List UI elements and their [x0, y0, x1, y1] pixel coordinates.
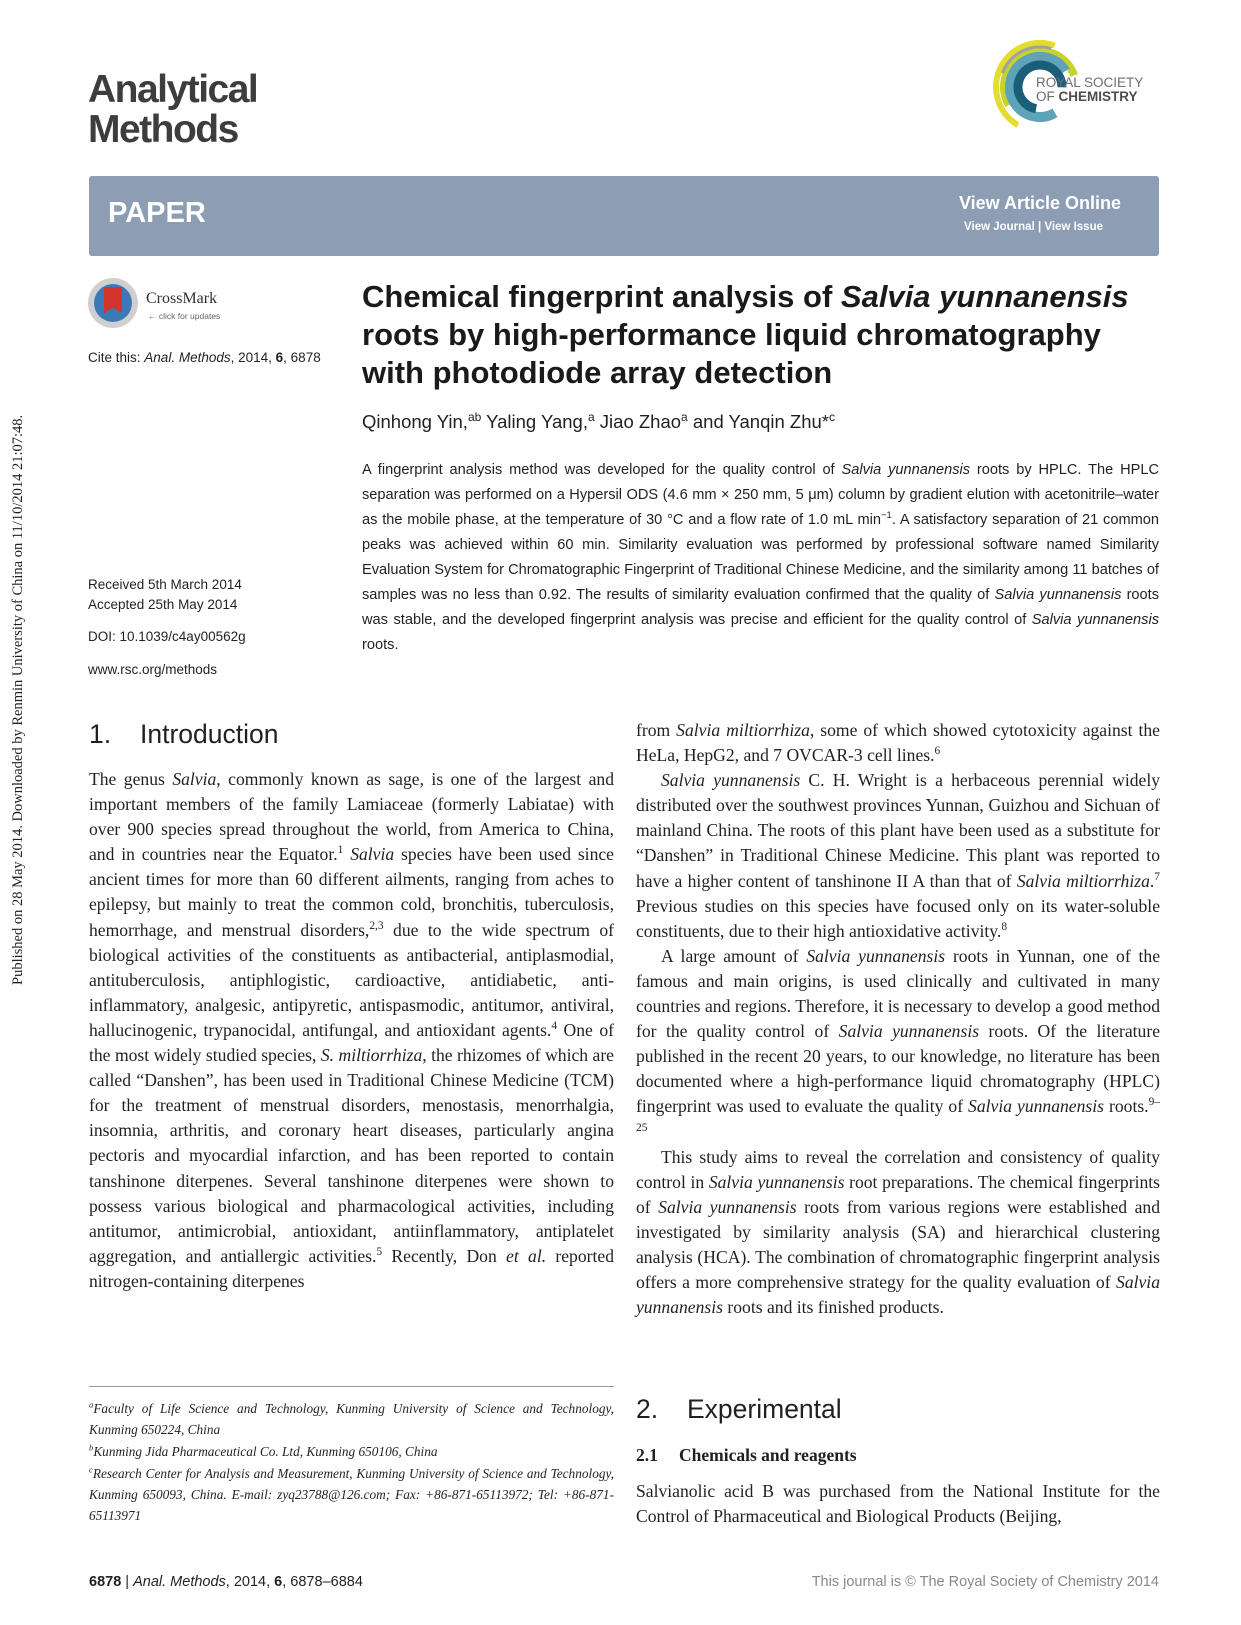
- text: Previous studies on this species have focused only on its water-soluble constituents, due to their high antioxidative activity.: [636, 895, 1160, 941]
- banner-link-separator: |: [1037, 221, 1042, 233]
- text: from: [636, 720, 677, 740]
- text: Recently, Don: [382, 1245, 507, 1266]
- rsc-logo-line1: ROYAL SOCIETY: [1036, 75, 1144, 90]
- paragraph: [636, 1145, 1160, 1321]
- view-article-online-link[interactable]: View Article Online: [958, 193, 1121, 213]
- italic-text: Salvia miltiorrhiza: [1016, 870, 1150, 891]
- article-title: [362, 278, 1162, 392]
- view-issue-link[interactable]: View Issue: [1044, 221, 1103, 233]
- crossmark-badge[interactable]: [88, 278, 248, 334]
- text: roots from various regions were established and investigated by similarity analysis (SA) and hierarchical clustering analysis (HCA). The combination of chromatographic fingerprint analysis offers a more comprehensive strategy for the quality evaluation of: [636, 1196, 1160, 1293]
- abstract-text: roots.: [362, 637, 399, 653]
- title-line1-text: Chemical fingerprint analysis of: [362, 279, 841, 314]
- abstract-text: . A satisfactory separation of 21 common peaks was achieved within 60 min. Similarity evaluation was performed by professional software named Similarity Evaluation System for Chromatographic Fingerprint of Traditional Chinese Medicine, and the similarity among 11 batches of samples was no less than 0.92. The results of similarity evaluation confirmed that the quality of: [362, 512, 1159, 603]
- cite-year: , 2014,: [230, 350, 276, 365]
- received-date: Received 5th March 2014: [88, 577, 242, 592]
- italic-text: Salvia miltiorrhiza: [676, 720, 810, 740]
- paragraph: [636, 768, 1160, 944]
- affiliation-a: [89, 1398, 614, 1440]
- cite-volume: 6: [275, 350, 284, 365]
- crossmark-name: CrossMark: [146, 290, 218, 307]
- citation-ref[interactable]: 5: [376, 1245, 383, 1258]
- abstract-species: Salvia yunnanensis: [1031, 612, 1159, 628]
- experimental-paragraph: [636, 1479, 1160, 1529]
- cite-label: Cite this:: [88, 350, 141, 365]
- section-number: 1.: [89, 719, 112, 749]
- italic-text: Salvia yunnanensis: [708, 1171, 845, 1192]
- affiliation-text: Faculty of Life Science and Technology, Kunming University of Science and Technology, Kunming 650224, China: [89, 1401, 614, 1437]
- text: , some of which showed cytotoxicity against the HeLa, HepG2, and 7 OVCAR-3 cell lines.: [636, 720, 1160, 766]
- journal-name-line1: Analytical: [88, 68, 258, 111]
- italic-text: Salvia yunnanensis: [806, 945, 946, 966]
- journal-name-line2: Methods: [88, 108, 238, 151]
- footer-pages: , 6878–6884: [282, 1574, 363, 1590]
- text: roots in Yunnan, one of the famous and main origins, is used clinically and cultivated in many countries and regions. Therefore, it is necessary to develop a good method for the quality control of: [636, 945, 1161, 1042]
- text: C. H. Wright is a herbaceous perennial widely distributed over the southwest provinces Yunnan, Guizhou and Sichuan of mainland China. The roots of this plant have been used as a substitute for “Danshen” in Traditional Chinese Medicine. This plant was reported to have a higher content of tanshinone II A than that of: [636, 770, 1161, 891]
- citation-ref[interactable]: 7: [1154, 870, 1160, 883]
- italic-text: Salvia: [350, 844, 395, 865]
- title-line2: roots by high-performance liquid chromatography: [362, 317, 1101, 352]
- citation-ref[interactable]: 4: [551, 1020, 558, 1033]
- italic-text: Salvia yunnanensis: [658, 1196, 797, 1217]
- section-number: 2.: [636, 1394, 659, 1424]
- abstract-sup: −1: [880, 510, 892, 522]
- text: The genus: [89, 769, 173, 789]
- text: , the rhizomes of which are called “Danshen”, has been used in Traditional Chinese Medicine (TCM) for the treatment of menstrual disorders, menostasis, menorrhalgia, insomnia, arthritis, and coronary heart diseases, particularly angina pectoris and myocardial infarction, and has been reported to contain tanshinone diterpenes. Several tanshinone diterpenes were shown to possess various biological and pharmacological activities, including antitumor, antimicrobial, antioxidant, antiinflammatory, antiplatelet aggregation, and antiallergic activities.: [89, 1045, 614, 1266]
- affiliation-text: Research Center for Analysis and Measurement, Kunming University of Science and Technology, Kunming 650093, China. E-mail: zyq23788@126.com; Fax: +86-871-65113972; Tel: +86-871-65113971: [89, 1466, 614, 1523]
- italic-text: Salvia yunnanensis: [661, 770, 801, 791]
- cite-page: , 6878: [283, 350, 321, 365]
- text: .: [1149, 870, 1155, 891]
- author-3-affil: a: [681, 409, 688, 424]
- paragraph: [89, 767, 614, 1294]
- abstract-species: Salvia yunnanensis: [994, 587, 1122, 603]
- citation-ref[interactable]: 1: [337, 844, 344, 857]
- footnote-divider: [89, 1386, 614, 1387]
- affiliation-mark: c: [89, 1464, 93, 1475]
- footer-volume: 6: [274, 1574, 283, 1590]
- view-journal-link[interactable]: View Journal: [964, 221, 1035, 233]
- download-margin-note: Published on 28 May 2014. Downloaded by Renmin University of China on 11/10/2014 21:07:48.: [10, 414, 26, 985]
- rsc-logo-line2: [1036, 90, 1143, 104]
- intro-column-1: [89, 767, 614, 1294]
- section-heading-experimental: [636, 1394, 842, 1425]
- abstract-species: Salvia yunnanensis: [841, 462, 971, 478]
- text: This study aims to reveal the correlation and consistency of quality control in: [636, 1146, 1160, 1192]
- author-4-affil: c: [829, 409, 836, 424]
- author-list: [362, 411, 835, 433]
- text: One of the most widely studied species,: [89, 1019, 614, 1066]
- italic-text: et al.: [506, 1245, 547, 1266]
- footer-citation: [89, 1574, 363, 1590]
- citation-ref[interactable]: 9–25: [636, 1096, 1161, 1134]
- rsc-logo: [988, 32, 1160, 142]
- cite-journal: Anal. Methods: [144, 350, 231, 365]
- footer-separator: |: [121, 1574, 134, 1590]
- citation-ref[interactable]: 2,3: [369, 919, 384, 932]
- crossmark-subtitle: [148, 311, 220, 321]
- italic-text: Salvia yunnanensis: [636, 1272, 1160, 1318]
- citation-ref[interactable]: 8: [1001, 920, 1008, 933]
- text: root preparations. The chemical fingerprints of: [636, 1171, 1160, 1217]
- abstract-text: A fingerprint analysis method was developed for the quality control of: [362, 462, 842, 478]
- italic-text: Salvia yunnanensis: [968, 1096, 1104, 1117]
- abstract-text: roots was stable, and the developed fingerprint analysis was precise and efficient for the quality control of: [362, 587, 1160, 628]
- text: A large amount of: [661, 945, 807, 966]
- citation-ref[interactable]: 6: [934, 745, 941, 758]
- crossmark-sub-text: click for updates: [158, 311, 221, 321]
- paragraph: Salvianolic acid B was purchased from the National Institute for the Control of Pharmaceutical and Biological Products (Beijing,: [636, 1481, 1160, 1527]
- text: roots.: [1104, 1096, 1149, 1117]
- text: species have been used since ancient times for more than 60 different ailments, ranging from aches to epilepsy, but mainly to treat the common cold, bronchitis, tuberculosis, hemorrhage, and menstrual disorders,: [89, 844, 614, 940]
- author-3: Jiao Zhao: [594, 411, 682, 432]
- affiliations: [89, 1398, 614, 1527]
- abstract: [362, 458, 1159, 658]
- footer-journal: Anal. Methods: [133, 1574, 226, 1590]
- subsection-number: 2.1: [636, 1445, 658, 1465]
- paragraph: [636, 944, 1160, 1145]
- text: roots. Of the literature published in the recent 20 years, to our knowledge, no literature has been documented where a high-performance liquid chromatography (HPLC) fingerprint was used to evaluate the quality of: [636, 1021, 1161, 1117]
- affiliation-text: Kunming Jida Pharmaceutical Co. Ltd, Kunming 650106, China: [93, 1444, 438, 1459]
- subsection-title: Chemicals and reagents: [679, 1445, 857, 1465]
- article-banner: [89, 176, 1159, 256]
- abstract-text: roots by HPLC. The HPLC separation was performed on a Hypersil ODS (4.6 mm × 250 mm, 5 μm) column by gradient elution with acetonitrile–water as the mobile phase, at the temperature of 30 °C and a flow rate of 1.0 mL min: [362, 462, 1160, 528]
- title-line3: with photodiode array detection: [362, 355, 833, 390]
- article-type-label: PAPER: [108, 197, 206, 229]
- text: roots and its finished products.: [722, 1297, 944, 1318]
- journal-name: [88, 70, 257, 150]
- rsc-logo-text: [1036, 76, 1143, 104]
- footer-year: , 2014,: [225, 1574, 275, 1590]
- intro-column-2: [636, 718, 1160, 1320]
- italic-text: Salvia: [172, 769, 217, 789]
- author-4: and Yanqin Zhu*: [687, 411, 829, 432]
- author-1-affil: ab: [467, 409, 482, 424]
- paragraph: [636, 718, 1160, 768]
- subsection-heading-chemicals: [636, 1445, 857, 1466]
- section-title: Introduction: [140, 719, 279, 749]
- affiliation-b: [89, 1441, 614, 1462]
- text: reported nitrogen-containing diterpenes: [89, 1245, 614, 1291]
- rsc-logo-chemistry: CHEMISTRY: [1058, 89, 1138, 104]
- author-2-affil: a: [587, 409, 595, 424]
- text: , commonly known as sage, is one of the largest and important members of the family Lamiaceae (formerly Labiatae) with over 900 species spread throughout the world, from America to China, and in countries near the Equator.: [89, 769, 614, 865]
- affiliation-mark: b: [89, 1442, 94, 1453]
- italic-text: Salvia yunnanensis: [838, 1021, 980, 1042]
- affiliation-mark: a: [89, 1399, 94, 1410]
- page-number: 6878: [89, 1574, 122, 1590]
- italic-text: S. miltiorrhiza: [320, 1045, 423, 1066]
- journal-url[interactable]: www.rsc.org/methods: [88, 662, 218, 677]
- crossmark-icon: [88, 278, 138, 328]
- author-1: Qinhong Yin,: [362, 411, 468, 432]
- section-heading-introduction: [89, 719, 278, 750]
- section-title: Experimental: [687, 1394, 842, 1424]
- arrow-left-icon: ←: [148, 311, 157, 321]
- cite-this: [88, 350, 321, 365]
- text: due to the wide spectrum of biological activities of the constituents as antibacterial, antiplasmodial, antituberculosis, antiphlogistic, cardioactive, antidiabetic, anti-inflammatory, analgesic, antipyretic, antispasmodic, antitumor, antiviral, hallucinogenic, trypanocidal, antifungal, and antioxidant agents.: [89, 919, 614, 1040]
- title-line1: [362, 278, 1162, 316]
- banner-links: [964, 221, 1103, 233]
- affiliation-c: [89, 1463, 614, 1526]
- accepted-date: Accepted 25th May 2014: [88, 597, 238, 612]
- doi[interactable]: DOI: 10.1039/c4ay00562g: [88, 629, 246, 644]
- rsc-logo-of: OF: [1036, 89, 1059, 104]
- author-2: Yaling Yang,: [481, 411, 588, 432]
- title-species: Salvia yunnanensis: [840, 279, 1129, 314]
- footer-copyright: This journal is © The Royal Society of Chemistry 2014: [811, 1574, 1159, 1590]
